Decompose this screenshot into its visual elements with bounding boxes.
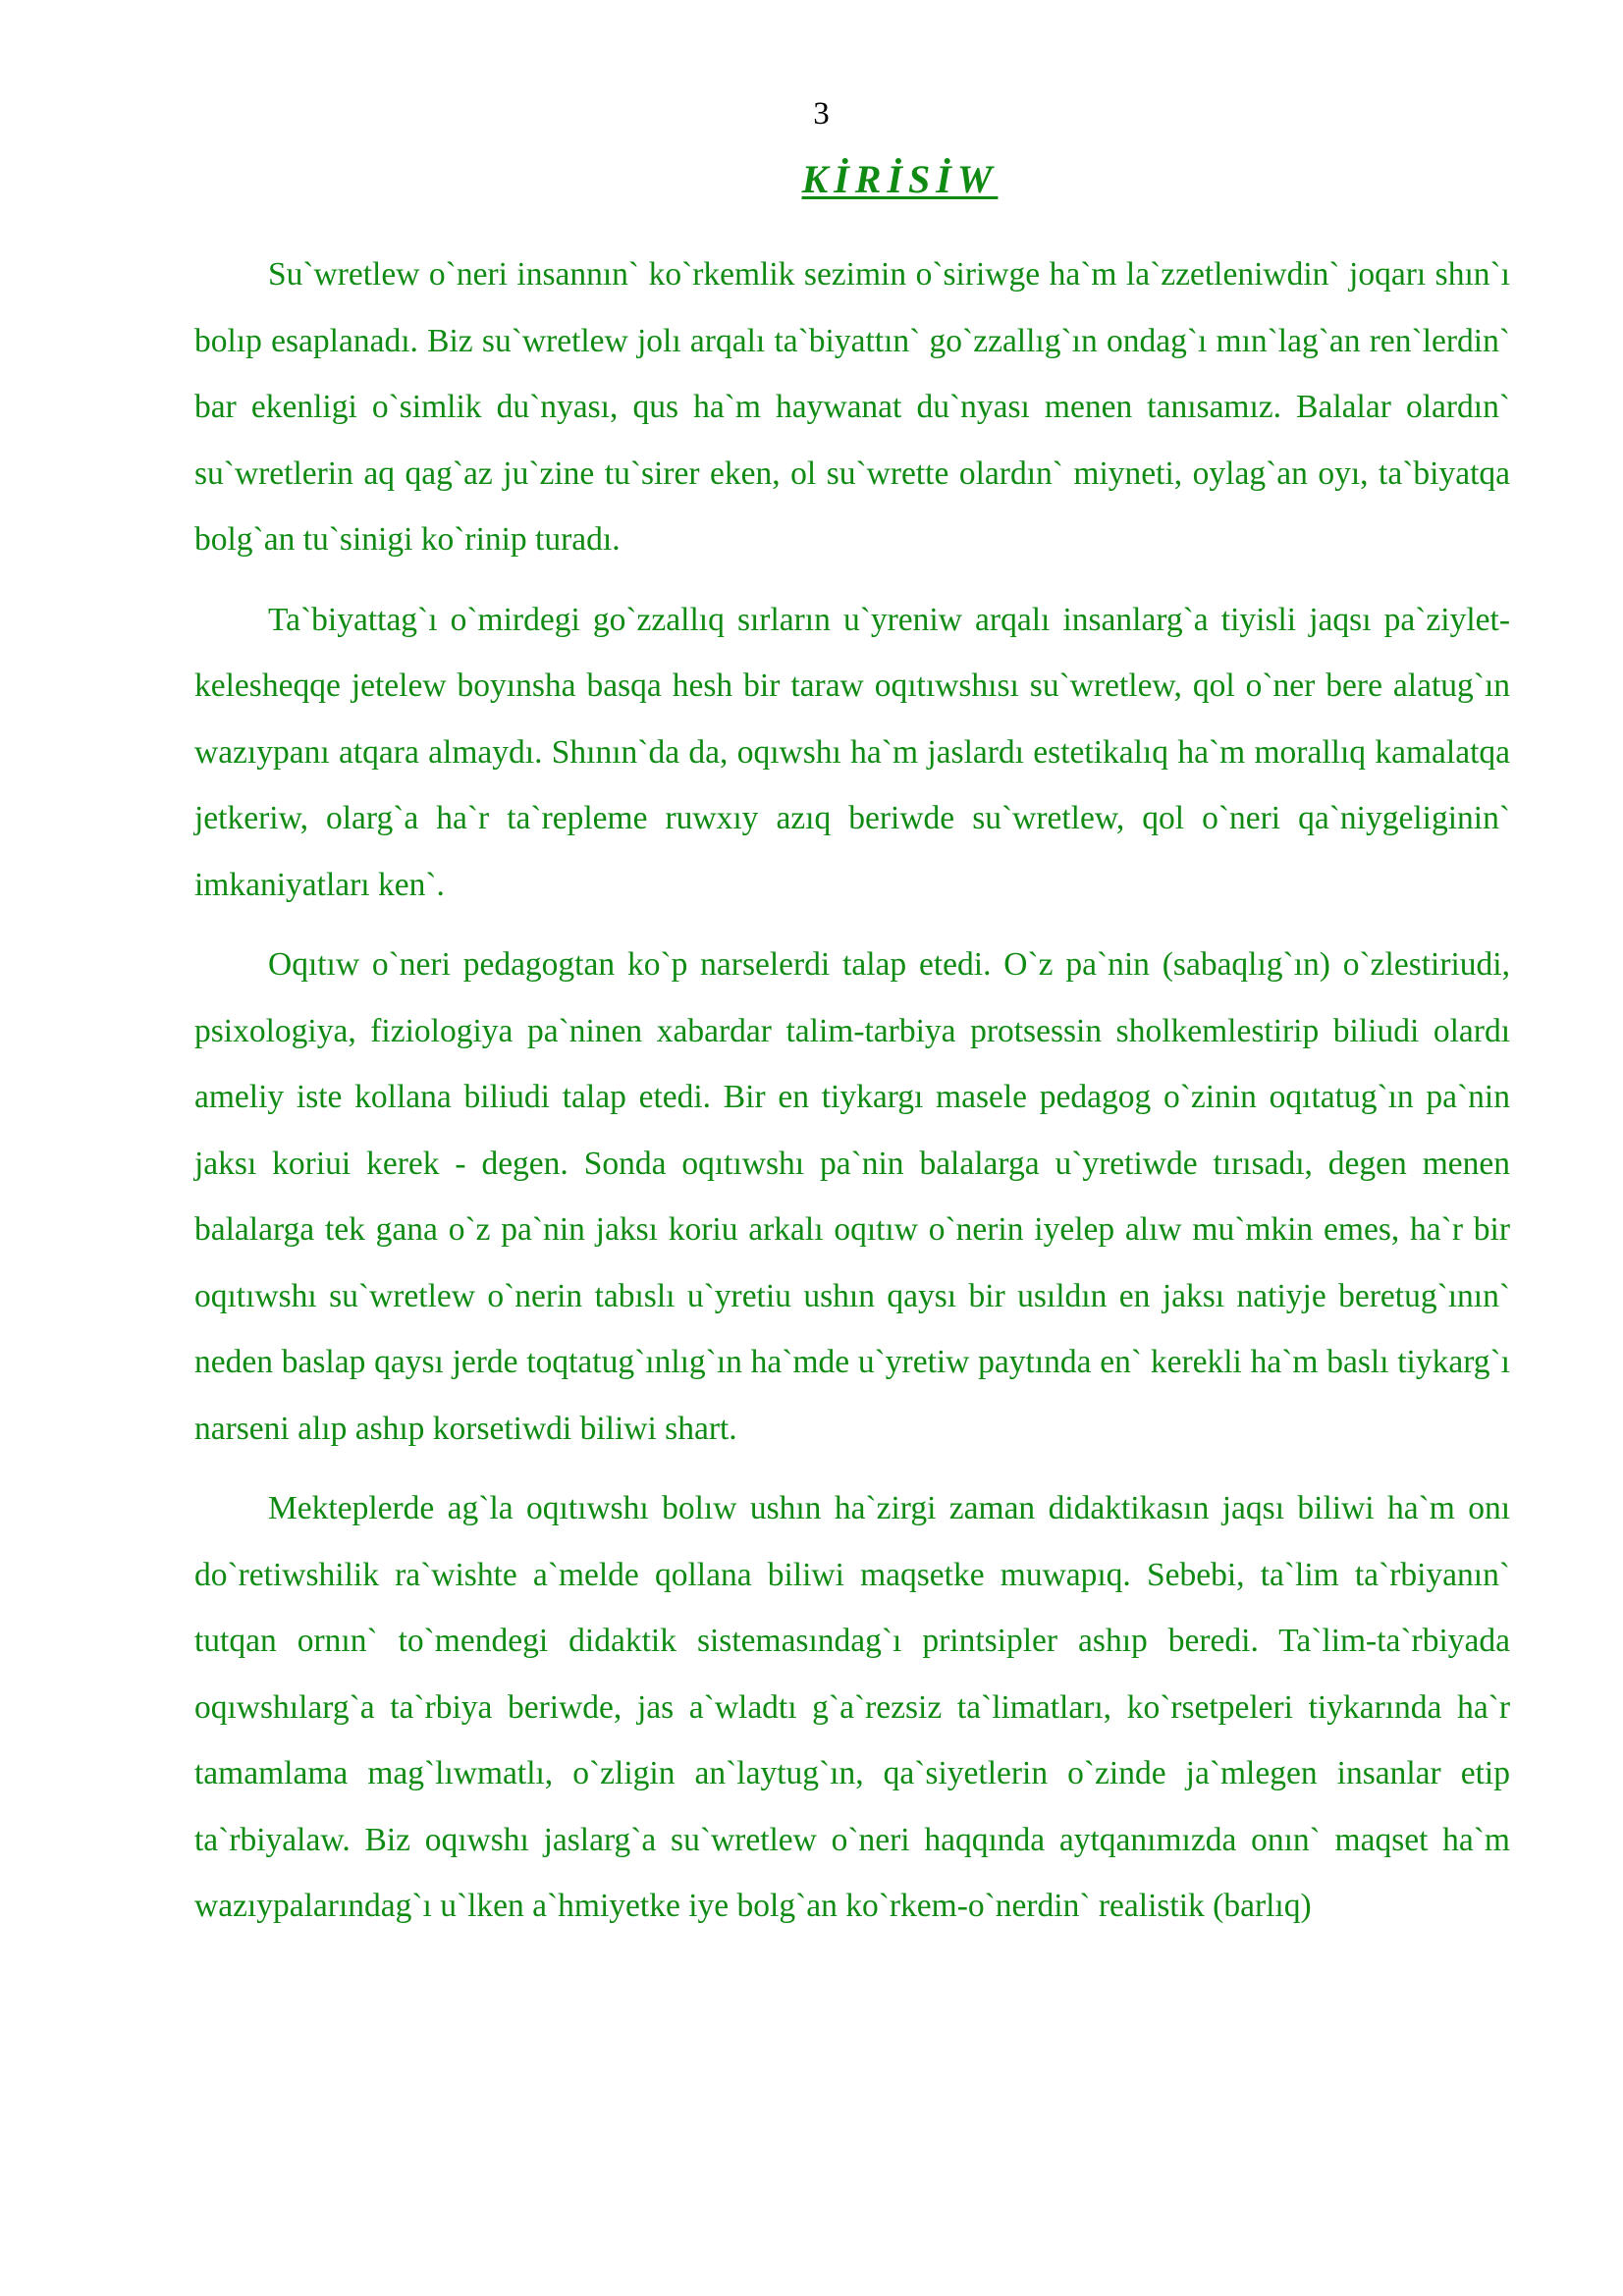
page-number: 3: [813, 96, 830, 132]
paragraph-1: Su`wretlew o`neri insannın` ko`rkemlik sezimin o`siriwge ha`m la`zzetleniwdin` joqarı shın`ı bolıp esaplanadı. Biz su`wretlew jolı arqalı ta`biyattın` go`zzallıg`ın ondag`ı mın`lag`an ren`lerdin` bar ekenligi o`simlik du`nyası, qus ha`m haywanat du`nyası menen tanısamız. Balalar olardın` su`wretlerin aq qag`az ju`zine tu`sirer eken, ol su`wrette olardın` miyneti, oylag`an oyı, ta`biyatqa bolg`an tu`sinigi ko`rinip turadı.: [194, 256, 1510, 558]
body-text: [194, 241, 1510, 1953]
paragraph-4: Mekteplerde ag`la oqıtıwshı bolıw ushın ha`zirgi zaman didaktikasın jaqsı biliwi ha`m onı do`retiwshilik ra`wishte a`melde qollana biliwi maqsetke muwapıq. Sebebi, ta`lim ta`rbiyanın` tutqan ornın` to`mendegi didaktik sistemasındag`ı printsipler ashıp beredi. Ta`lim-ta`rbiyada oqıwshılarg`a ta`rbiya beriwde, jas a`wladtı g`a`rezsiz ta`limatları, ko`rsetpeleri tiykarında ha`r tamamlama mag`lıwmatlı, o`zligin an`laytug`ın, qa`siyetlerin o`zinde ja`mlegen insanlar etip ta`rbiyalaw. Biz oqıwshı jaslarg`a su`wretlew o`neri haqqında aytqanımızda onın` maqset ha`m wazıypalarındag`ı u`lken a`hmiyetke iye bolg`an ko`rkem-o`nerdin` realistik (barlıq): [194, 1490, 1510, 1924]
page-title: KİRİSİW: [801, 157, 999, 201]
paragraph-2: Ta`biyattag`ı o`mirdegi go`zzallıq sırların u`yreniw arqalı insanlarg`a tiyisli jaqsı pa`ziylet-kelesheqqe jetelew boyınsha basqa hesh bir taraw oqıtıwshısı su`wretlew, qol o`ner bere alatug`ın wazıypanı atqara almaydı. Shının`da da, oqıwshı ha`m jaslardı estetikalıq ha`m morallıq kamalatqa jetkeriw, olarg`a ha`r ta`repleme ruwxıy azıq beriwde su`wretlew, qol o`neri qa`niygeliginin` imkaniyatları ken`.: [194, 601, 1510, 903]
paragraph-3: Oqıtıw o`neri pedagogtan ko`p narselerdi talap etedi. O`z pa`nin (sabaqlıg`ın) o`zlestiriudi, psixologiya, fiziologiya pa`ninen xabardar talim-tarbiya protsessin sholkemlestirip biliudi olardı ameliy iste kollana biliudi talap etedi. Bir en tiykargı masele pedagog o`zinin oqıtatug`ın pa`nin jaksı koriui kerek - degen. Sonda oqıtıwshı pa`nin balalarga u`yretiwde tırısadı, degen menen balalarga tek gana o`z pa`nin jaksı koriu arkalı oqıtıw o`nerin iyelep alıw mu`mkin emes, ha`r bir oqıtıwshı su`wretlew o`nerin tabıslı u`yretiu ushın qaysı bir usıldın en jaksı natiyje beretug`ının` neden baslap qaysı jerde toqtatug`ınlıg`ın ha`mde u`yretiw paytında en` kerekli ha`m baslı tiykarg`ı narseni alıp ashıp korsetiwdi biliwi shart.: [194, 946, 1510, 1447]
